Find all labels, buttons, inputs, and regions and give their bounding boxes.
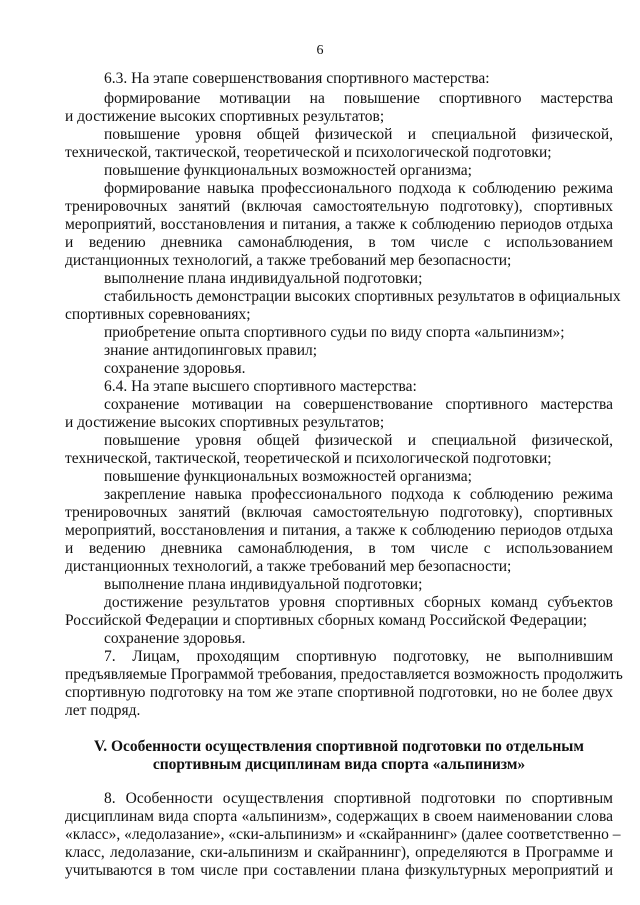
text-line: лет подряд. [65, 702, 141, 719]
text-line: мероприятий, восстановления и питания, а также к соблюдению периодов отдыха [65, 216, 613, 233]
section-6-4-heading: 6.4. На этапе высшего спортивного мастерства: [104, 378, 417, 395]
text-line: сохранение здоровья. [104, 630, 246, 647]
text-line: повышение уровня общей физической и специальной физической, [104, 126, 613, 143]
page-number: 6 [316, 43, 324, 58]
text-line: формирование мотивации на повышение спортивного мастерства [104, 90, 613, 107]
text-line: стабильность демонстрации высоких спортивных результатов в официальных [104, 288, 621, 305]
text-line: и достижение высоких спортивных результатов; [65, 108, 385, 125]
text-line: формирование навыка профессионального подхода к соблюдению режима [104, 180, 613, 197]
text-line: выполнение плана индивидуальной подготовки; [104, 270, 423, 287]
text-line: учитываются в том числе при составлении плана физкультурных мероприятий и [65, 862, 613, 879]
text-line: тренировочных занятий (включая самостоятельную подготовку), спортивных [65, 198, 613, 215]
text-line: спортивных соревнованиях; [65, 306, 251, 323]
text-line: закрепление навыка профессионального подхода к соблюдению режима [104, 486, 613, 503]
text-line: достижение результатов уровня спортивных сборных команд субъектов [104, 594, 613, 611]
text-line: повышение функциональных возможностей организма; [104, 468, 472, 485]
text-line: знание антидопинговых правил; [104, 342, 318, 359]
text-line: дистанционных технологий, а также требований мер безопасности; [65, 558, 512, 575]
text-line: дистанционных технологий, а также требований мер безопасности; [65, 252, 512, 269]
text-line: дисциплинам вида спорта «альпинизм», содержащих в своем наименовании слова [65, 808, 613, 825]
text-line: сохранение здоровья. [104, 360, 246, 377]
text-line: Российской Федерации и спортивных сборных команд Российской Федерации; [65, 612, 588, 629]
text-line: предъявляемые Программой требования, предоставляется возможность продолжить [65, 666, 623, 683]
section-6-3-heading: 6.3. На этапе совершенствования спортивного мастерства: [104, 70, 490, 87]
text-line: технической, тактической, теоретической и психологической подготовки; [65, 450, 552, 467]
text-line: спортивную подготовку на том же этапе спортивной подготовки, но не более двух [65, 684, 613, 701]
text-line: мероприятий, восстановления и питания, а также к соблюдению периодов отдыха [65, 522, 613, 539]
text-line: класс, ледолазание, ски-альпинизм и скайраннинг), определяются в Программе и [65, 844, 613, 861]
section-v-heading-cont: спортивным дисциплинам вида спорта «альпинизм» [152, 756, 526, 773]
section-v-heading: V. Особенности осуществления спортивной подготовки по отдельным [94, 738, 584, 755]
text-line: технической, тактической, теоретической и психологической подготовки; [65, 144, 552, 161]
text-line: приобретение опыта спортивного судьи по виду спорта «альпинизм»; [104, 324, 565, 341]
paragraph-7-start: 7. Лицам, проходящим спортивную подготовку, не выполнившим [104, 648, 613, 665]
text-line: и ведению дневника самонаблюдения, в том числе с использованием [65, 540, 613, 557]
text-line: повышение функциональных возможностей организма; [104, 162, 472, 179]
text-line: «класс», «ледолазание», «ски-альпинизм» и «скайраннинг» (далее соответственно – [65, 826, 621, 843]
text-line: и достижение высоких спортивных результатов; [65, 414, 385, 431]
text-line: тренировочных занятий (включая самостоятельную подготовку), спортивных [65, 504, 613, 521]
text-line: выполнение плана индивидуальной подготовки; [104, 576, 423, 593]
text-line: сохранение мотивации на совершенствование спортивного мастерства [104, 396, 613, 413]
paragraph-8-start: 8. Особенности осуществления спортивной подготовки по спортивным [104, 790, 613, 807]
text-line: и ведению дневника самонаблюдения, в том числе с использованием [65, 234, 613, 251]
text-line: повышение уровня общей физической и специальной физической, [104, 432, 613, 449]
